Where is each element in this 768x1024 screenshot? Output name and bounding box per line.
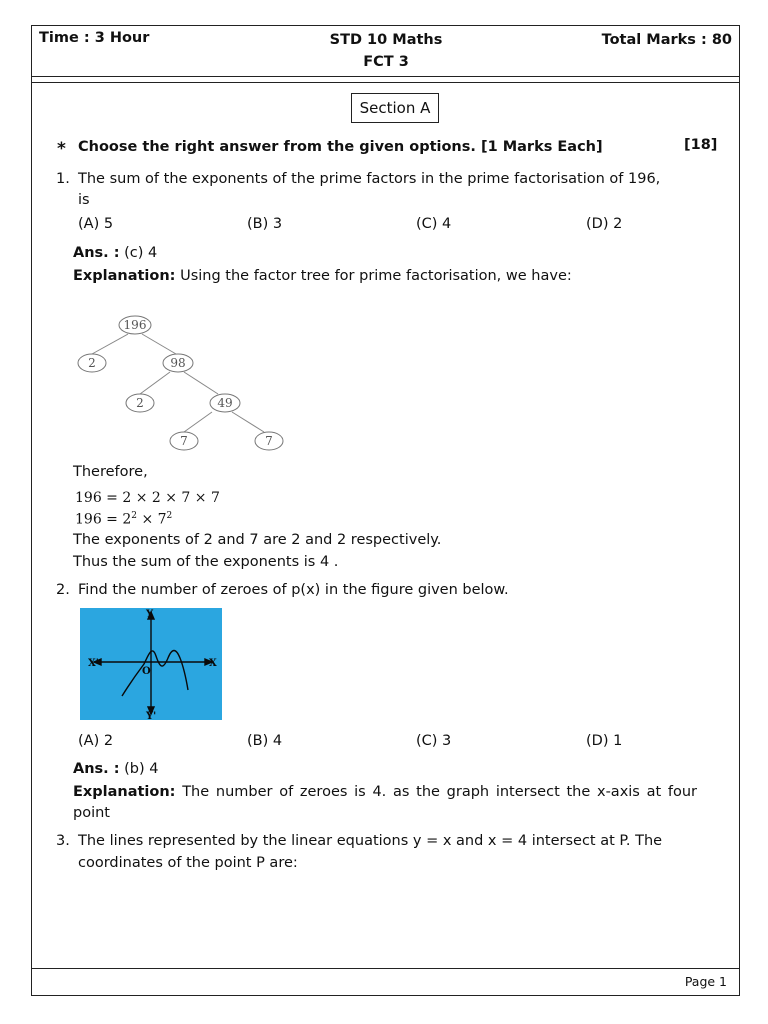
- q1-answer-label: Ans. :: [73, 245, 120, 261]
- x-prime-label: X': [88, 658, 99, 669]
- header-divider-top: [31, 76, 740, 77]
- q2-answer-value: (b) 4: [119, 761, 159, 777]
- instruction-text: Choose the right answer from the given options. [1 Marks Each]: [78, 139, 603, 155]
- q2-answer: [73, 761, 159, 777]
- y-label: Y: [146, 609, 154, 620]
- q1-option-a: (A) 5: [78, 216, 114, 232]
- q2-option-b: (B) 4: [247, 733, 283, 749]
- q2-explanation-label: Explanation:: [73, 784, 176, 800]
- q1-option-c: (C) 4: [416, 216, 452, 232]
- q1-answer-value: (c) 4: [119, 245, 158, 261]
- q1-text-line1: The sum of the exponents of the prime factors in the prime factorisation of 196,: [78, 171, 661, 187]
- page-number: Page 1: [684, 974, 727, 989]
- q3-number: 3.: [56, 833, 70, 849]
- instruction-marks: [18]: [684, 137, 718, 153]
- q2-number: 2.: [56, 582, 70, 598]
- tree-edge: [184, 372, 218, 394]
- y-prime-label: Y': [146, 711, 157, 720]
- eq2-exponent-1: 2: [131, 511, 137, 521]
- tree-edge: [140, 372, 170, 394]
- eq2-exponent-2: 2: [166, 511, 173, 521]
- origin-label: O: [142, 666, 151, 677]
- q1-explanation-text: Using the factor tree for prime factorisation, we have:: [175, 268, 572, 284]
- factor-tree-diagram: [70, 310, 300, 460]
- q1-explanation-label: Explanation:: [73, 268, 176, 284]
- tree-edge: [184, 412, 212, 432]
- tree-label-l1-right: 98: [170, 356, 186, 370]
- q1-equation-1: 196 = 2 × 2 × 7 × 7: [75, 490, 220, 506]
- footer-divider: [31, 968, 740, 969]
- tree-edge: [142, 334, 176, 354]
- q2-option-a: (A) 2: [78, 733, 114, 749]
- q1-explanation: [73, 268, 572, 284]
- q3-text-line2: coordinates of the point P are:: [78, 855, 298, 871]
- q2-answer-label: Ans. :: [73, 761, 120, 777]
- tree-label-l2-left: 2: [136, 396, 144, 410]
- q2-explanation-cont: point: [73, 805, 110, 821]
- header-divider-bottom: [31, 82, 740, 83]
- tree-label-l1-left: 2: [88, 356, 96, 370]
- q1-text-line2: is: [78, 192, 90, 208]
- tree-label-l3-left: 7: [180, 434, 188, 448]
- q1-number: 1.: [56, 171, 70, 187]
- total-marks: Total Marks : 80: [601, 32, 732, 48]
- q1-answer: [73, 245, 157, 261]
- polynomial-graph: [80, 608, 222, 720]
- q2-option-c: (C) 3: [416, 733, 452, 749]
- tree-edge: [232, 412, 264, 432]
- q1-equation-2: [75, 511, 172, 528]
- q2-explanation-text: The number of zeroes is 4. as the graph intersect the x-axis at four: [175, 784, 697, 800]
- q1-therefore: Therefore,: [73, 464, 148, 480]
- polynomial-curve: [122, 651, 188, 697]
- test-title: FCT 3: [363, 54, 409, 70]
- q2-option-d: (D) 1: [586, 733, 623, 749]
- q2-text: Find the number of zeroes of p(x) in the figure given below.: [78, 582, 509, 598]
- q3-text-line1: The lines represented by the linear equations y = x and x = 4 intersect at P. The: [78, 833, 663, 849]
- q2-explanation: [73, 784, 697, 800]
- tree-label-l2-right: 49: [217, 396, 233, 410]
- q1-option-d: (D) 2: [586, 216, 623, 232]
- x-label: X: [209, 658, 217, 669]
- instruction-star: *: [57, 139, 66, 159]
- subject-title: STD 10 Maths: [329, 32, 443, 48]
- eq2-base-2: × 7: [137, 511, 167, 528]
- q1-option-b: (B) 3: [247, 216, 283, 232]
- tree-label-l3-right: 7: [265, 434, 273, 448]
- q1-exponents-line: The exponents of 2 and 7 are 2 and 2 respectively.: [73, 532, 442, 548]
- q1-sum-line: Thus the sum of the exponents is 4 .: [73, 554, 339, 570]
- tree-edge: [92, 334, 128, 354]
- section-heading: Section A: [351, 93, 439, 123]
- tree-label-root: 196: [123, 318, 147, 332]
- time-label: Time : 3 Hour: [39, 30, 150, 46]
- polynomial-graph-svg: [80, 608, 222, 720]
- eq2-base: 196 = 2: [75, 511, 132, 528]
